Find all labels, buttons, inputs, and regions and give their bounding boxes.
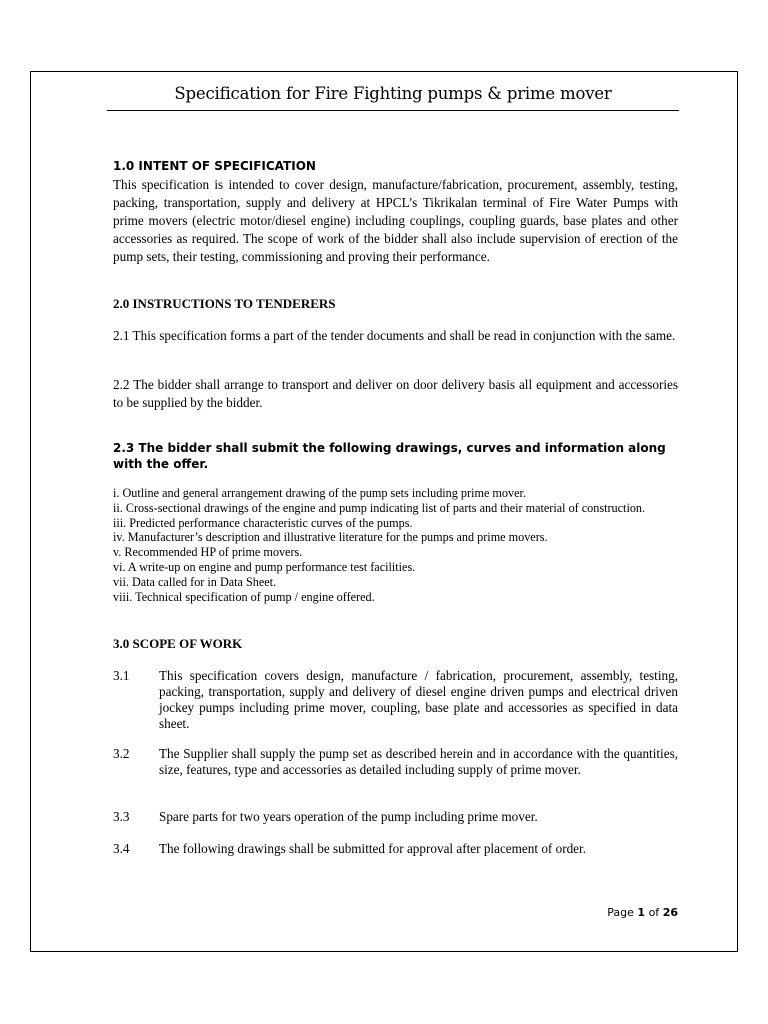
list-item: vii. Data called for in Data Sheet. <box>113 574 277 589</box>
item-number: 3.4 <box>113 841 130 856</box>
deliverables-list <box>113 486 678 604</box>
item-text: This specification covers design, manufacture / fabrication, procurement, assembly, testing, packing, transportation, supply and delivery of diesel engine driven pumps and electrical driven jockey pumps including prime mover, coupling, base plate and accessories as specified in data sheet. <box>159 668 678 731</box>
item-number: 3.3 <box>113 809 130 824</box>
section-1-body: This specification is intended to cover design, manufacture/fabrication, procurement, assembly, testing, packing, transportation, supply and delivery at HPCL’s Tikrikalan terminal of Fire Water Pumps with prime movers (electric motor/diesel engine) including couplings, coupling guards, base plates and other accessories as required. The scope of work of the bidder shall also include supervision of erection of the pump sets, their testing, commissioning and proving their performance. <box>113 177 678 264</box>
of-word: of <box>645 906 663 919</box>
current-page-number: 1 <box>637 906 646 919</box>
item-number: 3.2 <box>113 746 130 761</box>
scope-item-3-2 <box>113 746 678 778</box>
scope-item-3-3 <box>113 809 678 825</box>
para-2-3-heading: 2.3 The bidder shall submit the following drawings, curves and information along with the offer. <box>113 441 666 471</box>
page-number-footer <box>607 906 678 919</box>
scope-item-3-1 <box>113 668 678 732</box>
section-2-heading: 2.0 INSTRUCTIONS TO TENDERERS <box>113 296 336 311</box>
document-title-block <box>107 84 679 111</box>
total-pages-number: 26 <box>662 906 678 919</box>
list-item: vi. A write-up on engine and pump performance test facilities. <box>113 559 416 574</box>
list-item: v. Recommended HP of prime movers. <box>113 545 303 560</box>
page-word: Page <box>607 906 638 919</box>
item-text: Spare parts for two years operation of the pump including prime mover. <box>159 809 538 824</box>
section-1-heading: 1.0 INTENT OF SPECIFICATION <box>113 159 316 173</box>
scope-item-3-4 <box>113 841 678 857</box>
item-text: The following drawings shall be submitted for approval after placement of order. <box>159 841 586 856</box>
list-item: iii. Predicted performance characteristic curves of the pumps. <box>113 515 413 530</box>
list-item: viii. Technical specification of pump / engine offered. <box>113 589 375 604</box>
list-item: i. Outline and general arrangement drawing of the pump sets including prime mover. <box>113 486 526 500</box>
para-2-2: 2.2 The bidder shall arrange to transport and deliver on door delivery basis all equipment and accessories to be supplied by the bidder. <box>113 377 678 410</box>
para-2-1: 2.1 This specification forms a part of the tender documents and shall be read in conjunction with the same. <box>113 328 676 343</box>
document-title: Specification for Fire Fighting pumps & prime mover <box>174 84 612 103</box>
item-number: 3.1 <box>113 668 130 683</box>
item-text: The Supplier shall supply the pump set as described herein and in accordance with the quantities, size, features, type and accessories as detailed including supply of prime mover. <box>159 746 678 777</box>
section-3-heading: 3.0 SCOPE OF WORK <box>113 636 243 651</box>
list-item: iv. Manufacturer’s description and illustrative literature for the pumps and prime movers. <box>113 530 548 545</box>
list-item: ii. Cross-sectional drawings of the engine and pump indicating list of parts and their material of construction. <box>113 500 646 515</box>
